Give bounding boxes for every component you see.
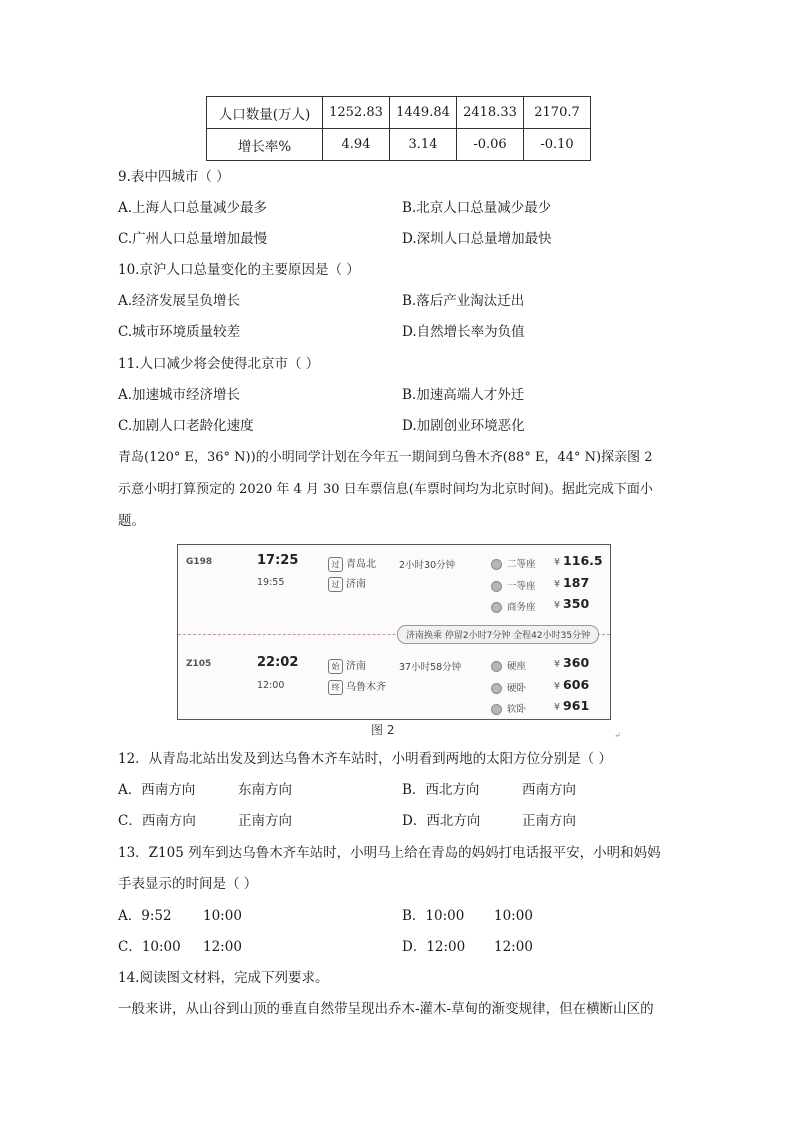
train-ticket-figure bbox=[177, 544, 611, 720]
table-row bbox=[207, 97, 591, 129]
seat-option[interactable] bbox=[491, 556, 536, 570]
table-row bbox=[207, 129, 591, 161]
table-cell: -0.06 bbox=[457, 129, 524, 161]
q9-stem: 9.表中四城市（ ） bbox=[118, 169, 230, 185]
seat-price bbox=[554, 698, 589, 713]
seat-option[interactable] bbox=[491, 599, 536, 613]
yen-symbol: ¥ bbox=[554, 557, 561, 568]
row-label: 人口数量(万人) bbox=[207, 97, 323, 129]
q13-option-c-2: 12:00 bbox=[203, 939, 242, 955]
radio-icon bbox=[491, 581, 502, 592]
price-value: 350 bbox=[563, 596, 590, 611]
passage-line-1: 青岛(120° E，36° N))的小明同学计划在今年五一期间到乌鲁木齐(88° E，44° N)探亲图 2 bbox=[118, 450, 653, 465]
transfer-info: 济南换乘 停留2小时7分钟 全程42小时35分钟 bbox=[397, 625, 599, 644]
yen-symbol: ¥ bbox=[554, 579, 561, 590]
trip-duration: 37小时58分钟 bbox=[399, 662, 462, 673]
trip-duration: 2小时30分钟 bbox=[399, 560, 456, 571]
q10-option-d: D.自然增长率为负值 bbox=[402, 324, 525, 340]
seat-price bbox=[554, 655, 589, 670]
price-value: 606 bbox=[563, 677, 590, 692]
seat-price bbox=[554, 677, 589, 692]
table-cell: 2170.7 bbox=[524, 97, 591, 129]
q11-stem: 11.人口减少将会使得北京市（ ） bbox=[118, 356, 320, 372]
seat-name: 硬卧 bbox=[507, 683, 527, 694]
seat-price bbox=[554, 553, 603, 568]
radio-icon bbox=[491, 602, 502, 613]
seat-option[interactable] bbox=[491, 680, 526, 694]
yen-symbol: ¥ bbox=[554, 659, 561, 670]
pass-badge-icon: 过 bbox=[328, 577, 343, 592]
q12-option-d: D．西北方向 bbox=[402, 813, 481, 829]
station-name: 乌鲁木齐 bbox=[346, 682, 386, 693]
station-name: 济南 bbox=[346, 579, 366, 590]
table-cell: 1252.83 bbox=[323, 97, 390, 129]
train-code: Z105 bbox=[186, 659, 212, 669]
seat-name: 一等座 bbox=[507, 581, 536, 592]
q12-option-b-2: 西南方向 bbox=[522, 782, 576, 798]
yen-symbol: ¥ bbox=[554, 702, 561, 713]
passage-line-3: 题。 bbox=[118, 513, 145, 529]
arrival-station bbox=[328, 678, 386, 695]
departure-time: 22:02 bbox=[257, 655, 299, 670]
station-name: 青岛北 bbox=[346, 559, 376, 570]
arrival-station bbox=[328, 575, 366, 592]
train-code: G198 bbox=[186, 557, 213, 567]
q14-stem: 14.阅读图文材料，完成下列要求。 bbox=[118, 970, 329, 986]
q10-option-c: C.城市环境质量较差 bbox=[118, 324, 241, 340]
seat-name: 商务座 bbox=[507, 602, 536, 613]
q13-stem-line-2: 手表显示的时间是（ ） bbox=[118, 876, 258, 892]
q11-option-d: D.加剧创业环境恶化 bbox=[402, 418, 525, 434]
seat-name: 硬座 bbox=[507, 661, 527, 672]
q11-option-c: C.加剧人口老龄化速度 bbox=[118, 418, 254, 434]
radio-icon bbox=[491, 661, 502, 672]
price-value: 116.5 bbox=[563, 553, 603, 568]
q13-option-d: D．12:00 bbox=[402, 939, 466, 955]
population-table bbox=[206, 96, 591, 161]
seat-option[interactable] bbox=[491, 658, 526, 672]
seat-name: 软卧 bbox=[507, 704, 527, 715]
station-name: 济南 bbox=[346, 661, 366, 672]
q12-option-c-2: 正南方向 bbox=[238, 813, 292, 829]
radio-icon bbox=[491, 704, 502, 715]
seat-name: 二等座 bbox=[507, 559, 536, 570]
departure-station bbox=[328, 657, 366, 674]
table-cell: 3.14 bbox=[390, 129, 457, 161]
departure-station bbox=[328, 555, 376, 572]
q10-option-a: A.经济发展呈负增长 bbox=[118, 293, 241, 309]
q9-option-d: D.深圳人口总量增加最快 bbox=[402, 231, 552, 247]
q11-option-a: A.加速城市经济增长 bbox=[118, 387, 241, 403]
figure-caption: 图 2 bbox=[371, 723, 395, 737]
q13-option-a-2: 10:00 bbox=[203, 908, 242, 924]
q12-stem: 12．从青岛北站出发及到达乌鲁木齐车站时，小明看到两地的太阳方位分别是（ ） bbox=[118, 751, 612, 767]
q9-option-a: A.上海人口总量减少最多 bbox=[118, 200, 268, 216]
q14-text: 一般来讲，从山谷到山顶的垂直自然带呈现出乔木-灌木-草甸的渐变规律，但在横断山区的 bbox=[118, 1001, 654, 1017]
table-cell: -0.10 bbox=[524, 129, 591, 161]
q12-option-a: A．西南方向 bbox=[118, 782, 196, 798]
q10-stem: 10.京沪人口总量变化的主要原因是（ ） bbox=[118, 262, 360, 278]
yen-symbol: ¥ bbox=[554, 681, 561, 692]
seat-option[interactable] bbox=[491, 578, 536, 592]
radio-icon bbox=[491, 683, 502, 694]
price-value: 360 bbox=[563, 655, 590, 670]
q13-option-d-2: 12:00 bbox=[494, 939, 533, 955]
q11-option-b: B.加速高端人才外迁 bbox=[402, 387, 525, 403]
price-value: 187 bbox=[563, 575, 590, 590]
terminal-badge-icon: 终 bbox=[328, 680, 343, 695]
table-cell: 1449.84 bbox=[390, 97, 457, 129]
q13-stem-line-1: 13．Z105 列车到达乌鲁木齐车站时，小明马上给在青岛的妈妈打电话报平安，小明和妈妈 bbox=[118, 845, 661, 861]
price-value: 961 bbox=[563, 698, 590, 713]
origin-badge-icon: 始 bbox=[328, 659, 343, 674]
seat-option[interactable] bbox=[491, 701, 526, 715]
q13-option-b-2: 10:00 bbox=[494, 908, 533, 924]
passage-line-2: 示意小明打算预定的 2020 年 4 月 30 日车票信息(车票时间均为北京时间)。据此完成下面小 bbox=[118, 482, 653, 497]
seat-price bbox=[554, 575, 589, 590]
table-cell: 4.94 bbox=[323, 129, 390, 161]
row-label: 增长率% bbox=[207, 129, 323, 161]
q12-option-b: B．西北方向 bbox=[402, 782, 480, 798]
q13-option-c: C．10:00 bbox=[118, 939, 181, 955]
departure-time: 17:25 bbox=[257, 553, 299, 568]
yen-symbol: ¥ bbox=[554, 600, 561, 611]
q12-option-c: C．西南方向 bbox=[118, 813, 196, 829]
q9-option-c: C.广州人口总量增加最慢 bbox=[118, 231, 268, 247]
seat-price bbox=[554, 596, 589, 611]
radio-icon bbox=[491, 559, 502, 570]
q13-option-a: A．9:52 bbox=[118, 908, 172, 924]
pass-badge-icon: 过 bbox=[328, 557, 343, 572]
q10-option-b: B.落后产业淘汰迁出 bbox=[402, 293, 525, 309]
arrival-time: 19:55 bbox=[257, 577, 285, 588]
q12-option-a-2: 东南方向 bbox=[238, 782, 292, 798]
q13-option-b: B．10:00 bbox=[402, 908, 465, 924]
table-cell: 2418.33 bbox=[457, 97, 524, 129]
return-mark-icon: ↵ bbox=[614, 731, 621, 740]
q12-option-d-2: 正南方向 bbox=[522, 813, 576, 829]
arrival-time: 12:00 bbox=[257, 680, 285, 691]
q9-option-b: B.北京人口总量减少最少 bbox=[402, 200, 552, 216]
